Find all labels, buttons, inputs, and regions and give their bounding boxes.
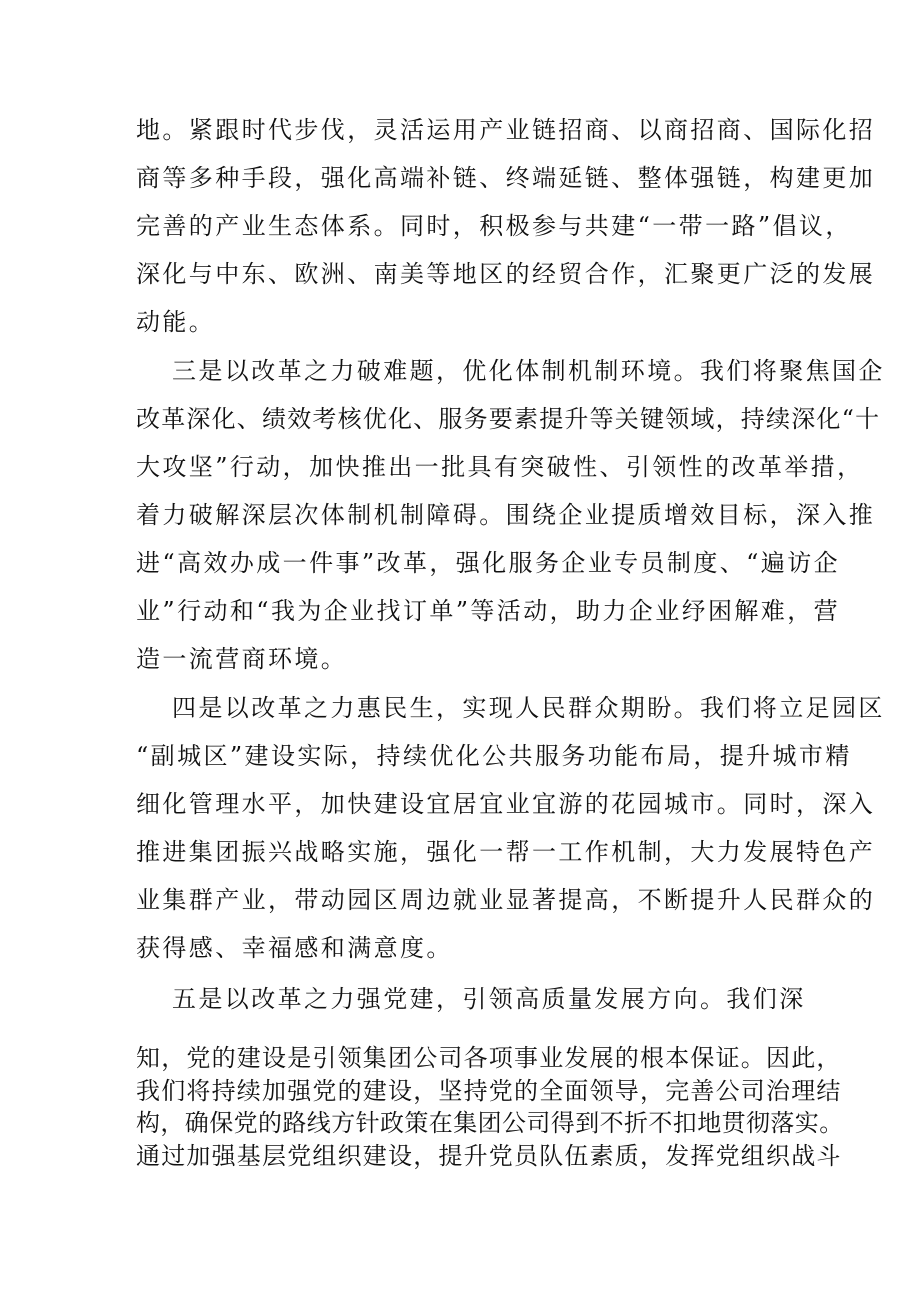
text-line: 知，党的建设是引领集团公司各项事业发展的根本保证。因此， [136,1044,842,1072]
text-line: 进“高效办成一件事”改革，强化服务企业专员制度、“遍访企 [136,549,841,577]
text-line: 着力破解深层次体制机制障碍。围绕企业提质增效目标，深入推 [136,501,876,529]
text-line: 推进集团振兴战略实施，强化一帮一工作机制，大力发展特色产 [136,838,876,866]
paragraph-heading-5: 五是以改革之力强党建，引领高质量发展方向。我们深 [172,985,806,1013]
text-line: 构，确保党的路线方针政策在集团公司得到不折不扣地贯彻落实。 [136,1109,844,1137]
text-line: 改革深化、绩效考核优化、服务要素提升等关键领域，持续深化“十 [136,405,881,433]
text-line: 动能。 [136,308,216,336]
text-line: 完善的产业生态体系。同时，积极参与共建“一带一路”倡议， [136,212,852,240]
text-line: 深化与中东、欧洲、南美等地区的经贸合作，汇聚更广泛的发展 [136,260,876,288]
text-line: 我们将持续加强党的建设，坚持党的全面领导，完善公司治理结 [136,1077,842,1105]
text-line: 通过加强基层党组织建设，提升党员队伍素质，发挥党组织战斗 [136,1142,842,1170]
paragraph-heading-3: 三是以改革之力破难题，优化体制机制环境。我们将聚焦国企 [172,357,885,385]
text-line: 业集群产业，带动园区周边就业显著提高，不断提升人民群众的 [136,886,876,914]
text-line: 地。紧跟时代步伐，灵活运用产业链招商、以商招商、国际化招 [136,116,876,144]
text-line: 细化管理水平，加快建设宜居宜业宜游的花园城市。同时，深入 [136,790,876,818]
text-line: 业”行动和“我为企业找订单”等活动，助力企业纾困解难，营 [136,597,841,625]
text-line: 造一流营商环境。 [136,645,348,673]
text-line: “副城区”建设实际，持续优化公共服务功能布局，提升城市精 [136,742,852,770]
paragraph-heading-4: 四是以改革之力惠民生，实现人民群众期盼。我们将立足园区 [172,694,885,722]
text-line: 获得感、幸福感和满意度。 [136,934,453,962]
text-line: 大攻坚”行动，加快推出一批具有突破性、引领性的改革举措， [136,453,864,481]
text-line: 商等多种手段，强化高端补链、终端延链、整体强链，构建更加 [136,164,876,192]
